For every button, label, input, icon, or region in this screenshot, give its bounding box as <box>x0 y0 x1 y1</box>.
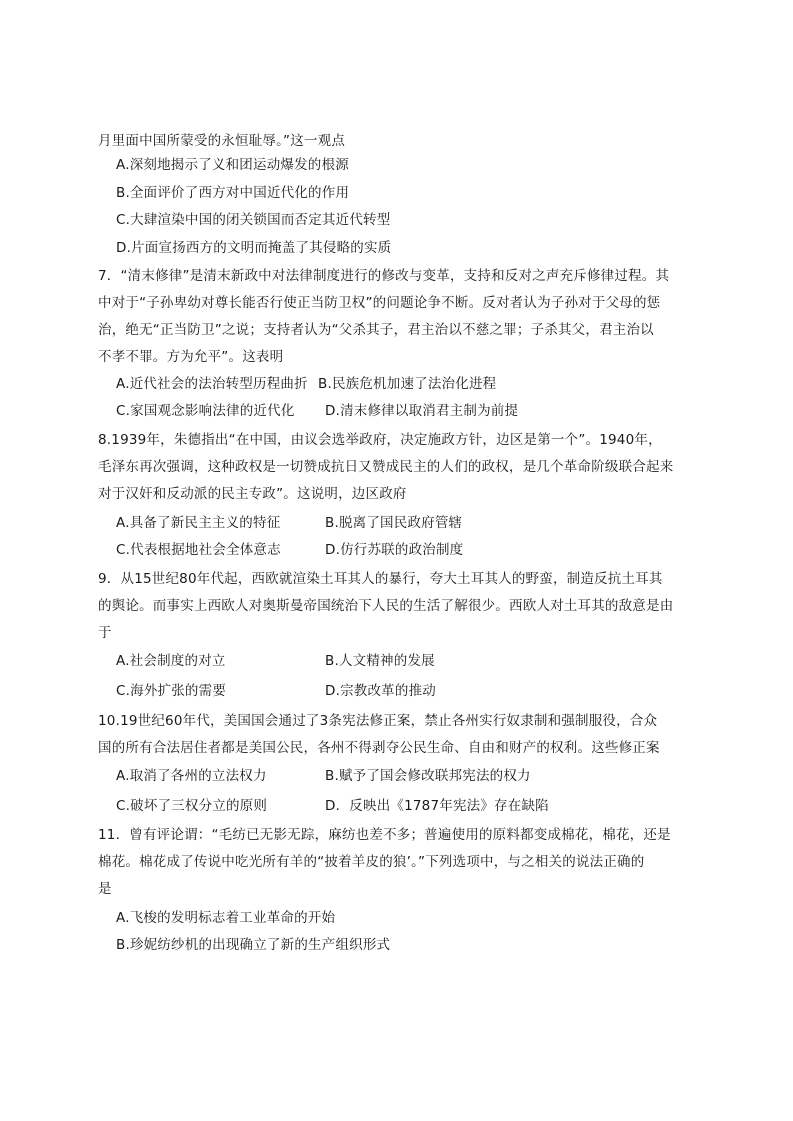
q11-option-b: B.珍妮纺纱机的出现确立了新的生产组织形式 <box>116 937 391 953</box>
q8-stem-line-1: 8.1939年，朱德指出“在中国，由议会选举政府，决定施政方针，边区是第一个”。1940年， <box>98 432 662 448</box>
q9-stem-line-3: 于 <box>98 625 112 641</box>
q7-option-b: B.民族危机加速了法治化进程 <box>318 376 497 392</box>
q6-stem-tail: 月里面中国所蒙受的永恒耻辱。”这一观点 <box>98 133 346 149</box>
q7-stem-line-4: 不孝不罪。方为允平”。这表明 <box>98 349 284 365</box>
q9-stem-line-1: 9．从15世纪80年代起，西欧就渲染土耳其人的暴行，夸大土耳其人的野蛮，制造反抗土耳其 <box>98 571 663 587</box>
q8-option-a: A.具备了新民主主义的特征 <box>116 515 281 531</box>
q6-option-d: D.片面宣扬西方的文明而掩盖了其侵略的实质 <box>116 240 392 256</box>
q10-stem-line-1: 10.19世纪60年代，美国国会通过了3条宪法修正案，禁止各州实行奴隶制和强制服役，合众 <box>98 713 658 729</box>
q11-stem-line-3: 是 <box>98 881 112 897</box>
q11-stem-line-2: 棉花。棉花成了传说中吃光所有羊的“披着羊皮的狼’。”下列选项中，与之相关的说法正确的 <box>98 854 645 870</box>
q6-option-c: C.大肆渲染中国的闭关锁国而否定其近代转型 <box>116 212 391 228</box>
q6-option-b: B.全面评价了西方对中国近代化的作用 <box>116 185 350 201</box>
q9-stem-line-2: 的舆论。而事实上西欧人对奥斯曼帝国统治下人民的生活了解很少。西欧人对土耳其的敌意是由 <box>98 598 674 614</box>
q9-option-a: A.社会制度的对立 <box>116 653 226 669</box>
q8-option-d: D.仿行苏联的政治制度 <box>325 542 464 558</box>
q10-option-b: B.赋予了国会修改联邦宪法的权力 <box>325 768 531 784</box>
q7-stem-line-2: 中对于“子孙卑幼对尊长能否行使正当防卫权”的问题论争不断。反对者认为子孙对于父母的惩 <box>98 295 661 311</box>
q7-option-d: D.清末修律以取消君主制为前提 <box>325 403 519 419</box>
q6-option-a: A.深刻地揭示了义和团运动爆发的根源 <box>116 157 349 173</box>
q9-option-b: B.人文精神的发展 <box>325 653 435 669</box>
q9-option-d: D.宗教改革的推动 <box>325 683 436 699</box>
q7-option-c: C.家国观念影响法律的近代化 <box>116 403 295 419</box>
q7-stem-line-3: 治，绝无“正当防卫”之说；支持者认为“父杀其子，君主治以不慈之罪；子杀其父，君主治以 <box>98 322 654 338</box>
q10-option-c: C.破坏了三权分立的原则 <box>116 798 268 814</box>
q8-option-b: B.脱离了国民政府管辖 <box>325 515 463 531</box>
q11-option-a: A.飞梭的发明标志着工业革命的开始 <box>116 910 336 926</box>
q10-option-a: A.取消了各州的立法权力 <box>116 768 267 784</box>
q8-stem-line-3: 对于汉奸和反动派的民主专政”。这说明，边区政府 <box>98 486 407 502</box>
q8-stem-line-2: 毛泽东再次强调，这种政权是一切赞成抗日又赞成民主的人们的政权，是几个革命阶级联合起来 <box>98 459 674 475</box>
q7-stem-line-1: 7．“清末修律”是清末新政中对法律制度进行的修改与变革，支持和反对之声充斥修律过程。其 <box>98 268 670 284</box>
q10-stem-line-2: 国的所有合法居住者都是美国公民，各州不得剥夺公民生命、自由和财产的权利。这些修正案 <box>98 740 660 756</box>
q7-option-a: A.近代社会的法治转型历程曲折 <box>116 376 308 392</box>
q10-option-d: D．反映出《1787年宪法》存在缺陷 <box>325 798 549 814</box>
q11-stem-line-1: 11．曾有评论谓：“毛纺已无影无踪，麻纺也差不多；普遍使用的原料都变成棉花，棉花，还是 <box>98 827 671 843</box>
q9-option-c: C.海外扩张的需要 <box>116 683 227 699</box>
q8-option-c: C.代表根据地社会全体意志 <box>116 542 281 558</box>
